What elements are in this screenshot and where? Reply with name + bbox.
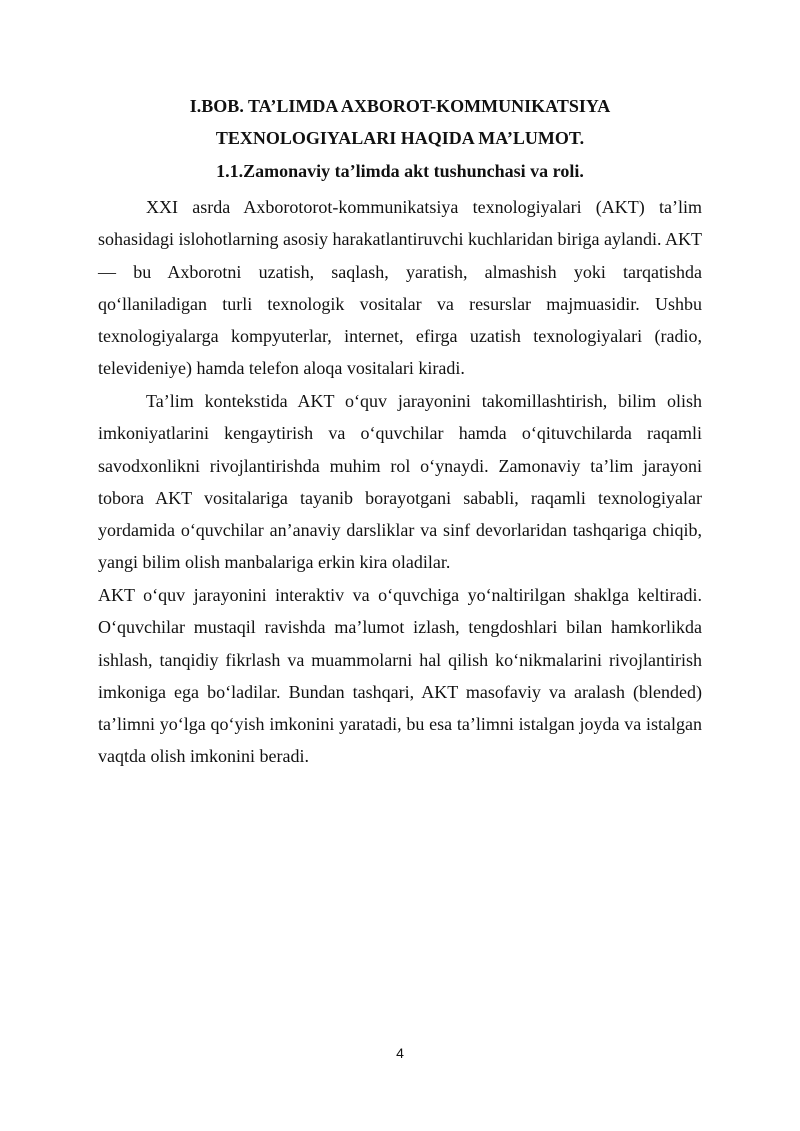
chapter-title-line-2: TEXNOLOGIYALARI HAQIDA MA’LUMOT. (215, 128, 585, 148)
page-number: 4 (396, 1045, 404, 1061)
paragraph-2: Ta’lim kontekstida AKT o‘quv jarayonini takomillashtirish, bilim olish imkoniyatlarini kengaytirish va o‘quvchilar hamda o‘qituvchilarda raqamli savodxonlikni rivojlantirishda muhim rol o‘ynaydi. Zamonaviy ta’lim jarayoni tobora AKT vositalariga tayanib borayotgani sababli, raqamli texnologiyalar yordamida o‘quvchilar an’anaviy darsliklar va sinf devorlaridan tashqariga chiqib, yangi bilim olish manbalariga erkin kira oladilar. (98, 391, 702, 573)
paragraph-1: XXI asrda Axborotorot-kommunikatsiya texnologiyalari (AKT) ta’lim sohasidagi islohotlarning asosiy harakatlantiruvchi kuchlaridan biriga aylandi. AKT — bu Axborotni uzatish, saqlash, yaratish, almashish yoki tarqatishda qo‘llaniladigan turli texnologik vositalar va resurslar majmuasidir. Ushbu texnologiyalarga kompyuterlar, internet, efirga uzatish texnologiyalari (radio, televideniye) hamda telefon aloqa vositalari kiradi. (98, 197, 702, 379)
section-title: 1.1.Zamonaviy ta’limda akt tushunchasi va roli. (216, 161, 584, 181)
chapter-title-line-1: I.BOB. TA’LIMDA AXBOROT-KOMMUNIKATSIYA (189, 96, 611, 116)
paragraph-3: AKT o‘quv jarayonini interaktiv va o‘quvchiga yo‘naltirilgan shaklga keltiradi. O‘quvchilar mustaqil ravishda ma’lumot izlash, tengdoshlari bilan hamkorlikda ishlash, tanqidiy fikrlash va muammolarni hal qilish ko‘nikmalarini rivojlantirish imkoniga ega bo‘ladilar. Bundan tashqari, AKT masofaviy va aralash (blended) ta’limni yo‘lga qo‘yish imkonini yaratadi, bu esa ta’limni istalgan joyda va istalgan vaqtda olish imkonini beradi. (98, 585, 702, 767)
